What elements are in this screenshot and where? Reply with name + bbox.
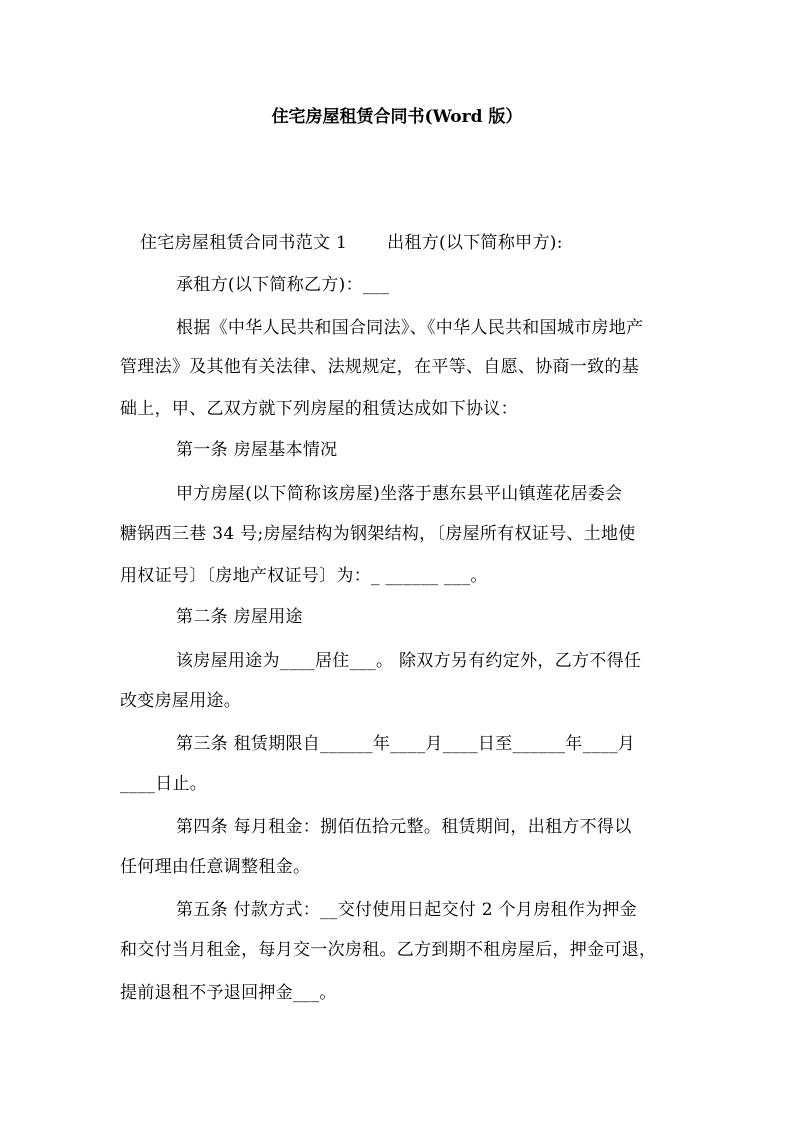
- paragraph-line: 础上，甲、乙双方就下列房屋的租赁达成如下协议：: [120, 399, 518, 419]
- paragraph-line: 管理法》及其他有关法律、法规规定，在平等、自愿、协商一致的基: [120, 357, 639, 377]
- paragraph-line: 提前退租不予退回押金___。: [120, 983, 337, 1003]
- paragraph-line: 根据《中华人民共和国合同法》、《中华人民共和国城市房地产: [176, 318, 644, 338]
- paragraph-line-intro: [140, 230, 563, 256]
- paragraph-line: 糖锅西三巷 34 号;房屋结构为钢架结构，〔房屋所有权证号、土地使: [120, 524, 636, 544]
- paragraph-line: 和交付当月租金，每月交一次房租。乙方到期不租房屋后，押金可退，: [120, 940, 657, 960]
- paragraph-line: 改变房屋用途。: [120, 691, 242, 711]
- article-1-heading: 第一条 房屋基本情况: [176, 440, 338, 460]
- article-4-line: 第四条 每月租金：捌佰伍拾元整。租赁期间，出租方不得以: [176, 817, 632, 837]
- article-5-line: 第五条 付款方式：__交付使用日起交付 2 个月房租作为押金: [176, 900, 638, 920]
- sample-heading: 住宅房屋租赁合同书范文 1: [140, 233, 348, 253]
- document-title: 住宅房屋租赁合同书(Word 版）: [271, 107, 523, 127]
- paragraph-line: ____日止。: [120, 774, 208, 794]
- paragraph-line: 该房屋用途为____居住___。 除双方另有约定外，乙方不得任: [176, 651, 642, 671]
- article-3-line: 第三条 租赁期限自______年____月____日至______年____月: [176, 734, 636, 754]
- paragraph-line: 用权证号〕〔房地产权证号〕为：_ ______ ___。: [120, 566, 488, 586]
- article-2-heading: 第二条 房屋用途: [176, 607, 303, 627]
- lessor-label: 出租方(以下简称甲方):: [387, 233, 563, 253]
- paragraph-line: 任何理由任意调整租金。: [120, 857, 311, 877]
- paragraph-line: 甲方房屋(以下简称该房屋)坐落于惠东县平山镇莲花居委会: [176, 484, 623, 504]
- lessee-line: 承租方(以下简称乙方)：___: [176, 275, 390, 295]
